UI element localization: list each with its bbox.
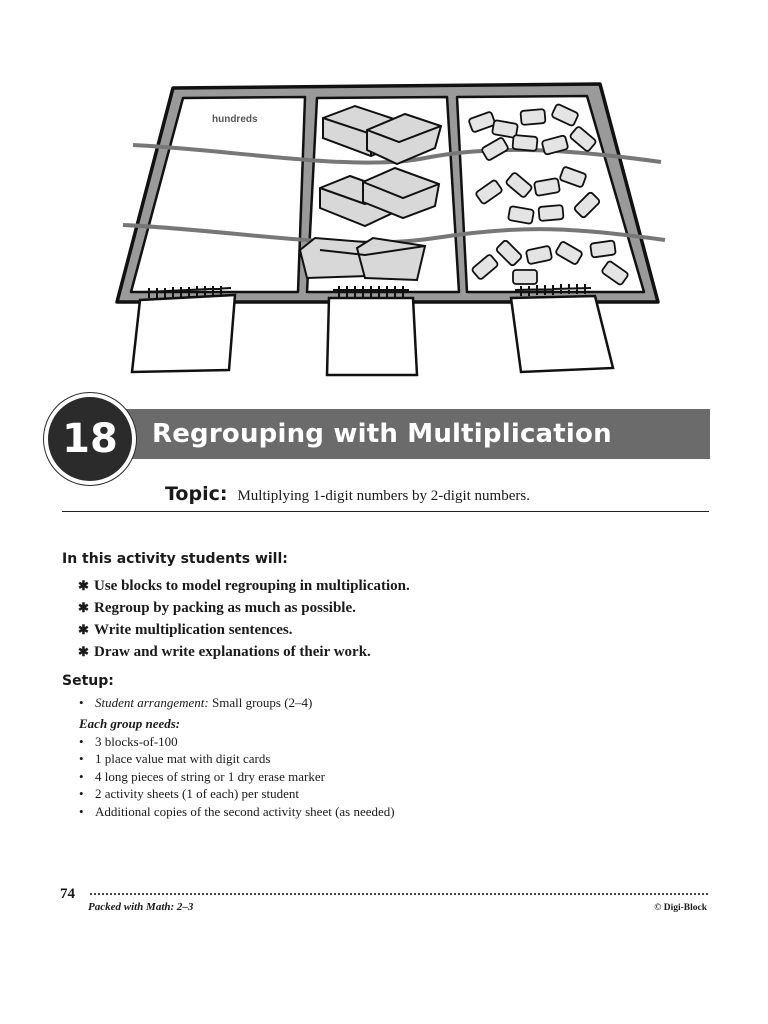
objectives-list [78,575,410,663]
digit-cards [132,295,613,375]
hundreds-column [131,97,305,292]
asterisk-bullet-icon: ✱ [78,622,89,637]
materials-list [79,733,395,820]
dotted-leader [90,893,708,895]
asterisk-bullet-icon: ✱ [78,578,89,593]
activity-number-badge: 18 [44,393,136,485]
activity-title: Regrouping with Multiplication [152,419,612,449]
objective-item: ✱ Write multiplication sentences. [78,619,410,641]
topic-label: Topic: [165,483,228,505]
material-item: • 3 blocks-of-100 [79,734,178,749]
asterisk-bullet-icon: ✱ [78,600,89,615]
arrangement-value: Small groups (2–4) [211,695,313,710]
material-item: • 2 activity sheets (1 of each) per student [79,786,299,802]
objective-item: ✱ Use blocks to model regrouping in multiplication. [78,575,410,597]
needs-heading: Each group needs: [79,716,181,731]
place-value-mat-illustration [95,70,675,390]
bullet-icon: • [79,803,84,819]
bullet-icon: • [79,751,84,767]
topic-divider [62,511,709,512]
setup-heading: Setup: [62,673,114,689]
student-arrangement [79,694,312,711]
topic-line [165,483,530,505]
bullet-icon: • [79,734,84,749]
book-title: Packed with Math: 2–3 [88,901,194,913]
copyright: © Digi-Block [654,903,707,913]
topic-text: Multiplying 1-digit numbers by 2-digit numbers. [237,488,530,504]
hundreds-label: hundreds [212,114,258,125]
arrangement-label: Student arrangement: [95,695,209,710]
page-number: 74 [60,886,75,902]
material-item: • 4 long pieces of string or 1 dry erase marker [79,768,325,784]
bullet-icon: • [79,695,84,710]
material-item: • 1 place value mat with digit cards [79,751,271,767]
objectives-heading: In this activity students will: [62,551,288,567]
bullet-icon: • [79,786,84,802]
material-item: • Additional copies of the second activity sheet (as needed) [79,803,395,819]
objective-item: ✱ Draw and write explanations of their work. [78,641,410,663]
asterisk-bullet-icon: ✱ [78,644,89,659]
bullet-icon: • [79,768,84,784]
objective-item: ✱ Regroup by packing as much as possible. [78,597,410,619]
